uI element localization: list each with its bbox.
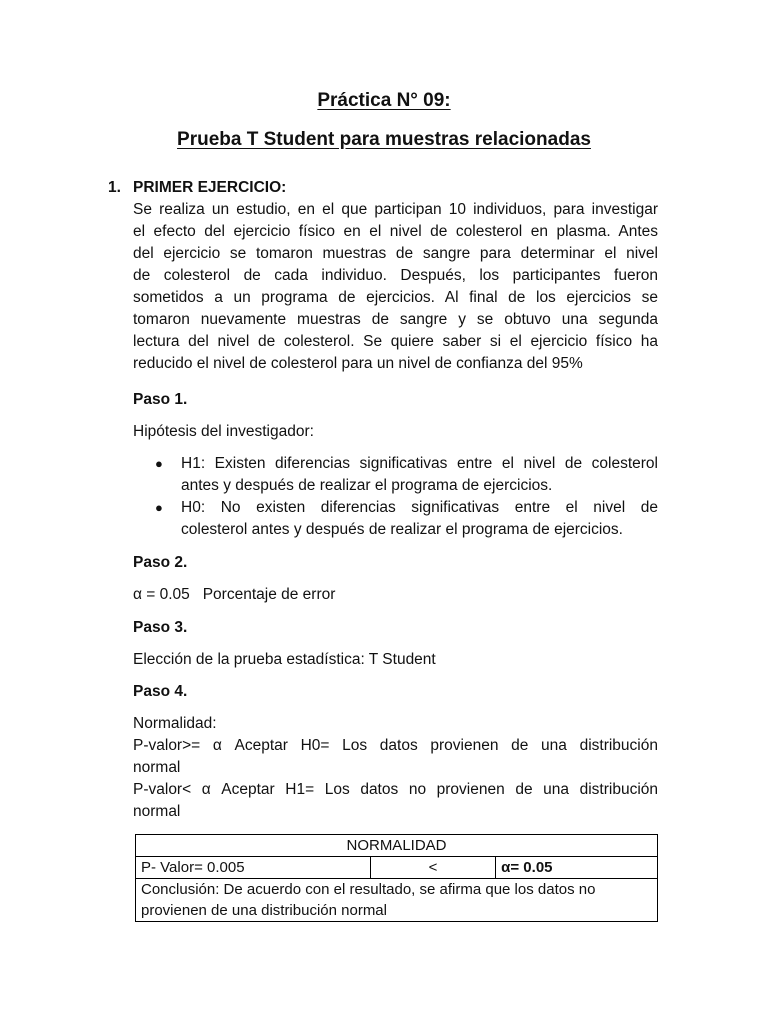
paragraph-line: de colesterol de cada individuo. Después, los participantes fueron [133,267,658,284]
hypothesis-heading: Hipótesis del investigador: [133,423,314,440]
exercise-heading: PRIMER EJERCICIO: [133,179,287,196]
bullet-line: H0: No existen diferencias significativas entre el nivel de [181,499,658,516]
rule-line: normal [133,803,181,820]
test-choice-text: Elección de la prueba estadística: T Student [133,651,436,668]
rule-line: normal [133,759,181,776]
bullet-line: colesterol antes y después de realizar el programa de ejercicios. [181,521,623,538]
alpha-cell: α= 0.05 [496,857,658,879]
step2-label: Paso 2. [133,554,188,571]
bullet-icon: ● [155,456,163,471]
paragraph-line: Se realiza un estudio, en el que participan 10 individuos, para investigar [133,201,658,218]
conclusion-line: Conclusión: De acuerdo con el resultado, se afirma que los datos no [141,881,596,898]
document-title: Práctica N° 09: [317,90,451,111]
paragraph-line: el efecto del ejercicio físico en el nivel de colesterol en plasma. Antes [133,223,658,240]
p-value: 0.005 [207,859,245,876]
table-row [136,835,658,857]
table-row [136,879,658,922]
conclusion-cell [136,879,658,922]
table-row [136,857,658,879]
p-value-label: P- Valor= [141,859,207,876]
paragraph-line: tomaron nuevamente muestras de sangre y se obtuvo una segunda [133,311,658,328]
paragraph-line: sometidos a un programa de ejercicios. Al final de los ejercicios se [133,289,658,306]
normality-section [133,713,658,823]
rule-line: P-valor< α Aceptar H1= Los datos no provienen de una distribución [133,781,658,798]
paragraph-line: del ejercicio se tomaron muestras de sangre para determinar el nivel [133,245,658,262]
comparator-cell: < [370,857,495,879]
bullet-line: antes y después de realizar el programa de ejercicios. [181,477,553,494]
document-subtitle: Prueba T Student para muestras relacionadas [177,129,591,150]
bullet-line: H1: Existen diferencias significativas entre el nivel de colesterol [181,455,658,472]
normality-table [135,834,658,922]
rule-line: P-valor>= α Aceptar H0= Los datos provienen de una distribución [133,737,658,754]
conclusion-line: provienen de una distribución normal [141,902,387,919]
step1-label: Paso 1. [133,391,188,408]
step4-label: Paso 4. [133,683,188,700]
bullet-icon: ● [155,500,163,515]
exercise-paragraph [133,199,658,375]
paragraph-line: reducido el nivel de colesterol para un nivel de confianza del 95% [133,355,583,372]
exercise-number: 1. [108,179,121,196]
normality-heading: Normalidad: [133,715,217,732]
table-header: NORMALIDAD [136,835,658,857]
step3-label: Paso 3. [133,619,188,636]
p-value-cell [136,857,371,879]
paragraph-line: lectura del nivel de colesterol. Se quiere saber si el ejercicio físico ha [133,333,658,350]
alpha-text: α = 0.05 Porcentaje de error [133,586,336,603]
